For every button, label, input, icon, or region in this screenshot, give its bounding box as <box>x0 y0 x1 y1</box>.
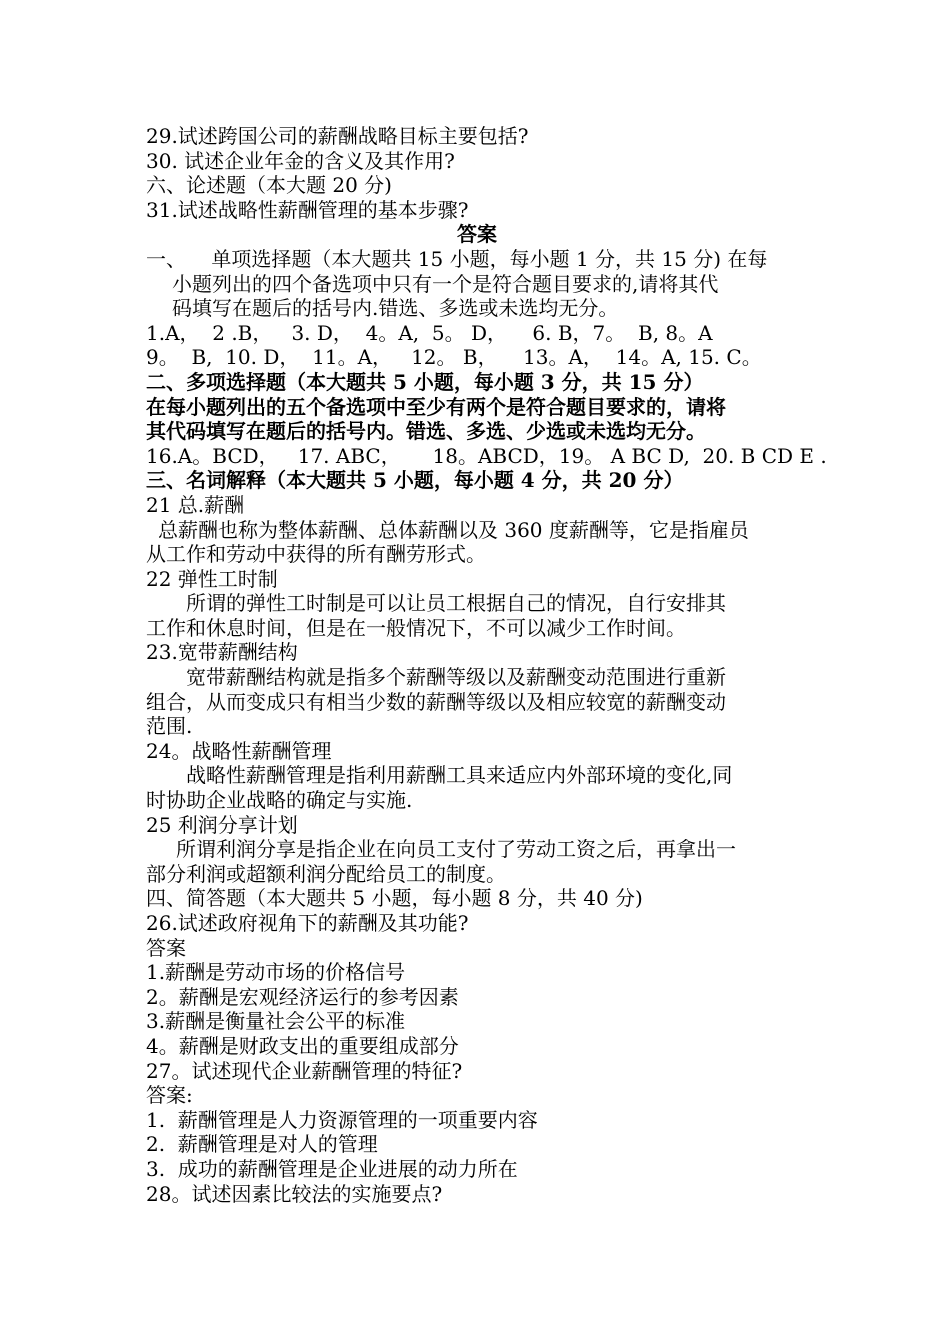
answer-label: 答案: <box>146 1083 193 1108</box>
answer-27-point-2: 2. 薪酬管理是对人的管理 <box>146 1132 378 1157</box>
document-body <box>146 124 827 1206</box>
section-two-heading: 二、多项选择题（本大题共 5 小题，每小题 3 分，共 15 分） <box>146 369 704 394</box>
term-22-definition-cont: 工作和休息时间，但是在一般情况下，不可以减少工作时间。 <box>146 615 686 640</box>
question-26: 26.试述政府视角下的薪酬及其功能? <box>146 911 469 935</box>
section-four-heading: 四、简答题（本大题共 5 小题，每小题 8 分，共 40 分) <box>146 886 643 911</box>
term-21-definition: 总薪酬也称为整体薪酬、总体薪酬以及 360 度薪酬等，它是指雇员 <box>158 517 749 542</box>
answer-26-point-3: 3.薪酬是衡量社会公平的标准 <box>146 1009 406 1034</box>
term-23-title: 23.宽带薪酬结构 <box>146 640 298 665</box>
answer-title: 答案 <box>457 222 497 247</box>
answers-9-15: 9。 B, 10. D， 11。A， 12。 B， 13。A， 14。A, 15. C。 <box>146 345 762 370</box>
section-three-heading: 三、名词解释（本大题共 5 小题，每小题 4 分，共 20 分） <box>146 468 684 493</box>
question-29: 29.试述跨国公司的薪酬战略目标主要包括? <box>146 124 529 148</box>
term-21-definition-cont: 从工作和劳动中获得的所有酬劳形式。 <box>146 542 486 567</box>
answer-26-point-1: 1.薪酬是劳动市场的价格信号 <box>146 960 406 985</box>
term-25-title: 25 利润分享计划 <box>146 812 298 837</box>
question-28: 28。试述因素比较法的实施要点? <box>146 1181 443 1206</box>
term-24-definition-cont: 时协助企业战略的确定与实施. <box>146 788 413 813</box>
question-27: 27。试述现代企业薪酬管理的特征? <box>146 1058 463 1083</box>
question-30: 30. 试述企业年金的含义及其作用? <box>146 148 455 173</box>
section-one-heading: 一、 单项选择题（本大题共 15 小题，每小题 1 分，共 15 分) 在每 <box>146 246 768 271</box>
answer-label: 答案 <box>146 935 186 960</box>
section-one-instructions: 小题列出的四个备选项中只有一个是符合题目要求的,请将其代 <box>172 271 719 296</box>
answer-26-point-4: 4。薪酬是财政支出的重要组成部分 <box>146 1033 459 1058</box>
term-23-definition-cont: 组合，从而变成只有相当少数的薪酬等级以及相应较宽的薪酬变动 <box>146 689 726 714</box>
answer-27-point-1: 1. 薪酬管理是人力资源管理的一项重要内容 <box>146 1107 538 1132</box>
answer-27-point-3: 3. 成功的薪酬管理是企业进展的动力所在 <box>146 1156 518 1181</box>
section-one-instructions-cont: 码填写在题后的括号内.错选、多选或未选均无分。 <box>172 296 619 321</box>
section-two-instructions-cont: 其代码填写在题后的括号内。错选、多选、少选或未选均无分。 <box>146 419 706 444</box>
term-24-title: 24。战略性薪酬管理 <box>146 738 332 763</box>
term-23-definition-end: 范围. <box>146 714 193 739</box>
section-six-heading: 六、论述题（本大题 20 分) <box>146 173 392 198</box>
term-22-definition: 所谓的弹性工时制是可以让员工根据自己的情况，自行安排其 <box>186 591 726 616</box>
question-31: 31.试述战略性薪酬管理的基本步骤? <box>146 197 469 222</box>
answers-1-8: 1.A， 2 .B， 3. D， 4。A, 5。 D， 6. B，7。 B, 8。A <box>146 320 713 345</box>
term-25-definition-cont: 部分利润或超额利润分配给员工的制度。 <box>146 861 506 886</box>
term-23-definition: 宽带薪酬结构就是指多个薪酬等级以及薪酬变动范围进行重新 <box>186 665 726 690</box>
answers-16-20: 16.A。BCD， 17. ABC， 18。ABCD，19。 A BC D, 20. B CD E . <box>146 443 827 468</box>
term-24-definition: 战略性薪酬管理是指利用薪酬工具来适应内外部环境的变化,同 <box>186 763 733 788</box>
term-25-definition: 所谓利润分享是指企业在向员工支付了劳动工资之后，再拿出一 <box>176 837 736 862</box>
term-21-title: 21 总.薪酬 <box>146 492 245 517</box>
answer-26-point-2: 2。薪酬是宏观经济运行的参考因素 <box>146 984 459 1009</box>
term-22-title: 22 弹性工时制 <box>146 566 278 591</box>
section-two-instructions: 在每小题列出的五个备选项中至少有两个是符合题目要求的，请将 <box>146 394 726 419</box>
